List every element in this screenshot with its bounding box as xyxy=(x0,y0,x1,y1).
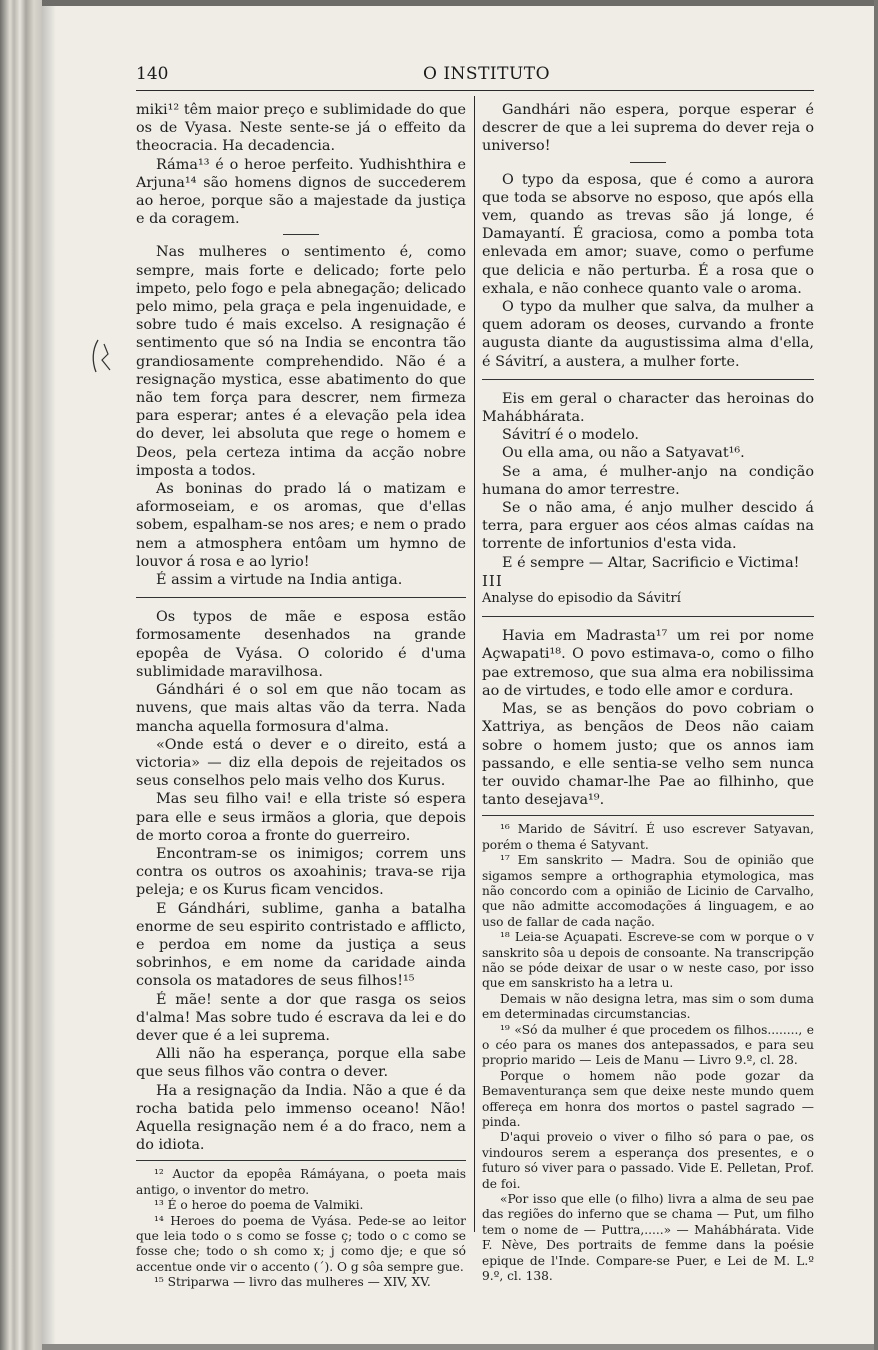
right-column xyxy=(482,101,814,1285)
paragraph: Ou ella ama, ou não a Satyavat¹⁶. xyxy=(502,445,745,462)
separator xyxy=(630,162,666,163)
page-number: 140 xyxy=(136,64,169,84)
section-number: III xyxy=(482,571,503,590)
journal-title: O INSTITUTO xyxy=(423,64,551,84)
footnote: ¹⁴ Heroes do poema de Vyása. Pede-se ao leitor que leia todo o s como se fosse ç; todo o c como se fosse che; todo o sh como x; j como dje; e que só accentue onde vir o accento (´). O g sôa sempre gue. xyxy=(136,1213,466,1274)
footnote: ¹⁸ Leia-se Açuapati. Escreve-se com w porque o v sanskrito sôa u depois de consoante. Na transcripção não se póde deixar de usar o w neste caso, por isso que em sanskristo ha a letra u. xyxy=(482,930,814,991)
section-title: Analyse do episodio da Sávitrí xyxy=(482,591,681,607)
paragraph: O typo da esposa, que é como a aurora que toda se absorve no esposo, que após ella vem, quando as trevas são já longe, é Damayantí. É graciosa, como a pomba tota enlevada em amor; suave, como o perfume que delicia e não perturba. É a rosa que o exhala, e não conhece quanto vale o aroma. xyxy=(482,171,814,297)
separator xyxy=(136,597,466,598)
header-rule xyxy=(136,90,814,91)
paragraph: Mas seu filho vai! e ella triste só espera para elle e seus irmãos a gloria, que depois de morto coroa a fronte do guerreiro. xyxy=(136,791,466,844)
footnote: ¹⁵ Striparwa — livro das mulheres — XIV, XV. xyxy=(154,1275,431,1290)
paragraph: O typo da mulher que salva, da mulher a quem adoram os deoses, curvando a fronte augusta diante da augustissima alma d'ella, é Sávitrí, a austera, a mulher forte. xyxy=(482,299,814,370)
separator xyxy=(482,616,814,617)
paragraph: Alli não ha esperança, porque ella sabe que seus filhos vão contra o dever. xyxy=(136,1046,466,1081)
footnote-rule xyxy=(482,815,814,816)
paragraph: Nas mulheres o sentimento é, como sempre, mais forte e delicado; forte pelo impeto, pelo fogo e pela abnegação; delicado pelo mimo, pela graça e pela ingenuidade, e sobre tudo é mais excelso. A resignação é sentimento que só na India se encontra tão grandiosamente comprehendido. Não é a resignação mystica, esse abatimento do que não tem força para descrer, nem firmeza para esperar; antes é a elevação pela idea do dever, lei absoluta que rege o homem e Deos, pela certeza intima da acção nobre imposta a todos. xyxy=(136,244,466,479)
footnote: D'aqui proveio o viver o filho só para o pae, os vindouros serem a esperança dos presentes, e o futuro só viver para o passado. Vide E. Pelletan, Prof. de foi. xyxy=(482,1130,814,1191)
scan-right-edge xyxy=(874,0,878,1350)
paragraph: Sávitrí é o modelo. xyxy=(502,427,639,444)
paragraph: Gandhári não espera, porque esperar é descrer de que a lei suprema do dever reja o universo! xyxy=(482,102,814,155)
gutter-shadow xyxy=(42,6,56,1344)
paragraph: Gándhári é o sol em que não tocam as nuvens, que mais altas vão da terra. Nada mancha aquella formosura d'alma. xyxy=(136,682,466,735)
footnote: ¹⁷ Em sanskrito — Madra. Sou de opinião que sigamos sempre a orthographia etymologica, mas não concordo com a opinião de Licinio de Carvalho, que não admitte accomodações á linguagem, e ao uso de fallar de cada nação. xyxy=(482,853,814,929)
paragraph: Ráma¹³ é o heroe perfeito. Yudhishthira e Arjuna¹⁴ são homens dignos de succederem ao heroe, porque são a majestade da justiça e da coragem. xyxy=(136,156,466,228)
book-binding xyxy=(0,0,42,1350)
footnote: ¹² Auctor da epopêa Rámáyana, o poeta mais antigo, o inventor do metro. xyxy=(136,1167,466,1197)
paragraph: Os typos de mãe e esposa estão formosamente desenhados na grande epopêa de Vyása. O colorido é d'uma sublimidade maravilhosa. xyxy=(136,609,466,680)
paragraph: É assim a virtude na India antiga. xyxy=(156,572,403,589)
paragraph: Se a ama, é mulher-anjo na condição humana do amor terrestre. xyxy=(482,463,814,498)
footnote: Porque o homem não pode gozar da Bemaventurança sem que deixe neste mundo quem offereça em honra dos mortos o pastel sagrado — pinda. xyxy=(482,1068,814,1130)
paragraph: E Gándhári, sublime, ganha a batalha enorme de seu espirito contristado e afflicto, e perdoa em nome da justiça a seus sobrinhos, e em nome da caridade ainda consola os matadores de seus filhos!¹⁵ xyxy=(136,900,466,990)
separator xyxy=(482,379,814,380)
footnote-rule xyxy=(136,1160,466,1161)
paragraph: Ha a resignação da India. Não a que é da rocha batida pelo immenso oceano! Não! Aquella resignação nem é a do fraco, nem a do idiota. xyxy=(136,1082,466,1154)
left-column xyxy=(136,101,466,1291)
footnote: Demais w não designa letra, mas sim o som duma em determinadas circumstancias. xyxy=(482,991,814,1022)
paragraph: É mãe! sente a dor que rasga os seios d'alma! Mas sobre tudo é escrava da lei e do dever que é a lei suprema. xyxy=(136,991,466,1044)
paragraph: Havia em Madrasta¹⁷ um rei por nome Açwapati¹⁸. O povo estimava-o, como o filho pae extremoso, que sua alma era nobilissima ao de virtudes, e todo elle amor e cordura. xyxy=(482,628,814,699)
footnote: ¹⁹ «Só da mulher é que procedem os filhos........, e o céo para os manes dos antepassados, e para seu proprio marido — Leis de Manu — Livro 9.º, cl. 28. xyxy=(482,1022,814,1068)
handwritten-mark-icon xyxy=(86,336,116,376)
separator xyxy=(283,234,319,235)
paragraph: As boninas do prado lá o matizam e aformoseiam, e os aromas, que d'ellas sobem, espalham-se nos ares; e nem o prado nem a atmosphera entôam um hymno de louvor á rosa e ao lyrio! xyxy=(136,481,466,570)
footnote: «Por isso que elle (o filho) livra a alma de seu pae das regiões do inferno que se chama — Put, um filho tem o nome de — Puttra,.....» — Mahábhárata. Vide F. Nève, Des portraits de femme dans la poésie epique de l'Inde. Compare-se Puer, e Lei de M. L.º 9.º, cl. 138. xyxy=(482,1192,814,1284)
column-divider xyxy=(474,96,475,1232)
paragraph: E é sempre — Altar, Sacrificio e Victima! xyxy=(502,554,800,571)
paragraph: miki¹² têm maior preço e sublimidade do que os de Vyasa. Neste sente-se já o effeito da theocracia. Ha decadencia. xyxy=(136,102,466,155)
paragraph: Eis em geral o character das heroinas do Mahábhárata. xyxy=(482,390,814,426)
footnote: ¹⁶ Marido de Sávitrí. É uso escrever Satyavan, porém o thema é Satyvant. xyxy=(482,822,814,852)
paragraph: Mas, se as bençãos do povo cobriam o Xattriya, as bençãos de Deos não caiam sobre o homem justo; que os annos iam passando, e elle sentia-se velho sem nunca ter ouvido chamar-lhe Pae ao filhinho, que tanto desejava¹⁹. xyxy=(482,701,814,809)
paragraph: Encontram-se os inimigos; correm uns contra os outros os axoahinis; trava-se rija peleja; e os Kurus ficam vencidos. xyxy=(136,845,466,899)
paragraph: «Onde está o dever e o direito, está a victoria» — diz ella depois de rejeitados os seus conselhos pelo mais velho dos Kurus. xyxy=(136,736,466,790)
paragraph: Se o não ama, é anjo mulher descido á terra, para erguer aos céos almas caídas na torrente de infortunios d'esta vida. xyxy=(482,500,814,553)
footnote: ¹³ É o heroe do poema de Valmiki. xyxy=(154,1198,364,1213)
running-header xyxy=(0,64,878,88)
